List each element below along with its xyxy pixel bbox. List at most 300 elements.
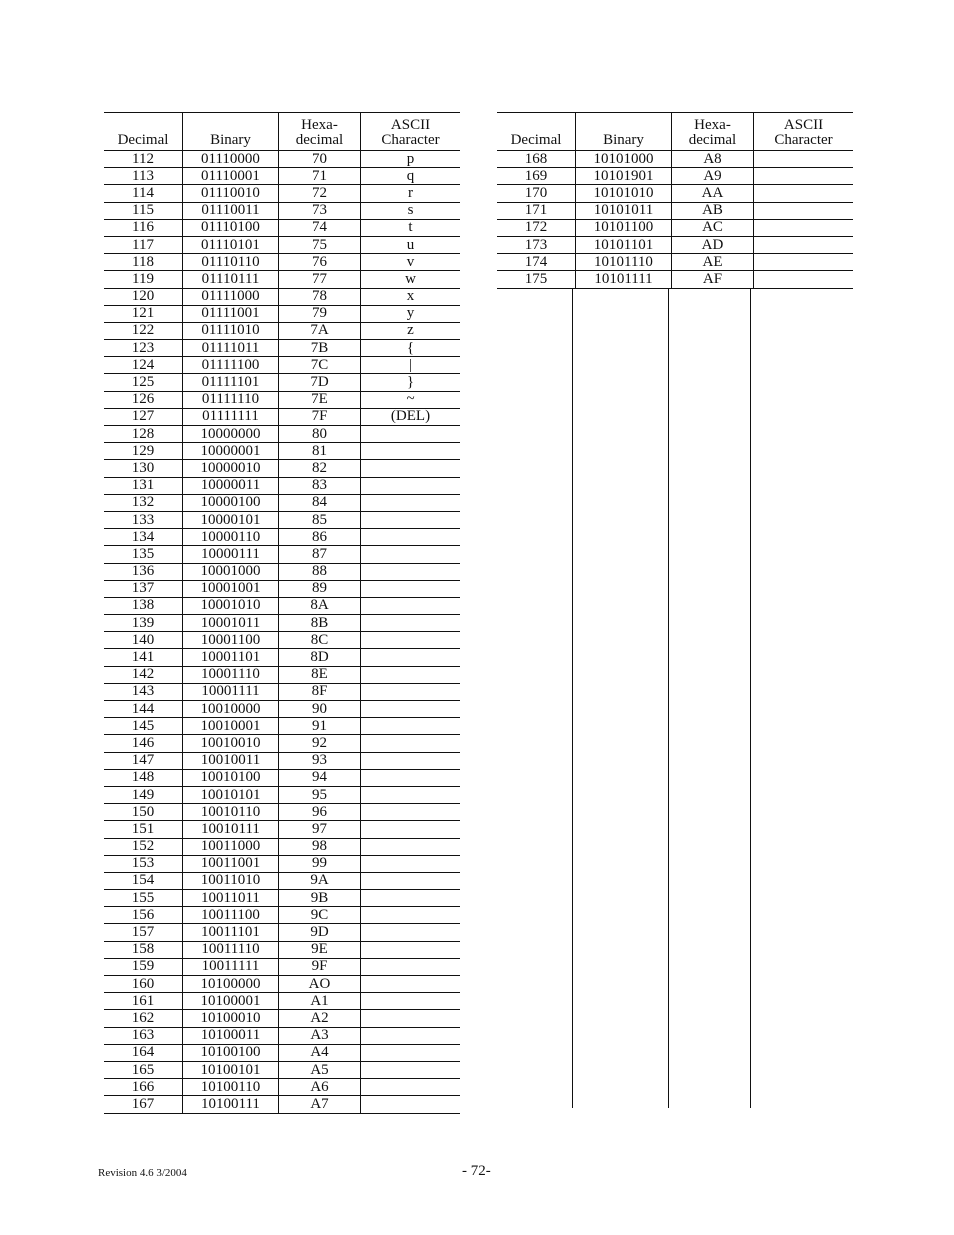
cell-hex: 7D [278, 374, 360, 390]
cell-binary: 10000101 [182, 512, 278, 528]
header-binary [575, 113, 671, 150]
cell-ascii [753, 168, 853, 184]
cell-ascii [360, 598, 460, 614]
cell-decimal: 126 [131, 391, 155, 408]
cell-decimal: 131 [131, 477, 155, 494]
cell-ascii [360, 632, 460, 648]
cell-decimal: 121 [131, 305, 155, 322]
table-row [104, 392, 460, 409]
cell-decimal: 130 [131, 459, 155, 476]
table-row [104, 753, 460, 770]
cell-binary: 10100001 [182, 993, 278, 1009]
table-row [497, 237, 853, 254]
cell-ascii [360, 443, 460, 459]
cell-binary: 10000110 [182, 529, 278, 545]
column-divider [750, 288, 751, 1108]
cell-ascii: ~ [360, 392, 460, 408]
cell-binary: 10011010 [182, 873, 278, 889]
cell-binary: 10010010 [182, 735, 278, 751]
cell-ascii [360, 873, 460, 889]
cell-binary: 01111010 [182, 323, 278, 339]
header-hex-line2: decimal [688, 132, 737, 148]
cell-hex: A1 [278, 993, 360, 1009]
cell-hex: 8E [278, 667, 360, 683]
header-hex-line1: Hexa- [694, 117, 731, 133]
cell-hex: 8C [278, 632, 360, 648]
cell-hex: 92 [278, 735, 360, 751]
cell-decimal: 158 [131, 941, 155, 958]
table-row [104, 478, 460, 495]
cell-hex: 94 [278, 770, 360, 786]
cell-ascii [360, 1028, 460, 1044]
header-hex-line1: Hexa- [301, 117, 338, 133]
table-row [104, 1010, 460, 1027]
header-decimal-text: Decimal [117, 132, 169, 148]
revision-label: Revision 4.6 3/2004 [98, 1167, 187, 1179]
cell-hex: 97 [278, 821, 360, 837]
cell-decimal: 150 [131, 803, 155, 820]
column-divider [668, 288, 669, 1108]
table-row [497, 185, 853, 202]
cell-binary: 01110010 [182, 185, 278, 201]
cell-ascii [360, 1096, 460, 1112]
cell-binary: 10011011 [182, 890, 278, 906]
table-row [497, 220, 853, 237]
table-row [497, 271, 853, 288]
column-divider [572, 288, 573, 1108]
cell-ascii [753, 237, 853, 253]
table-row [104, 357, 460, 374]
cell-decimal: 139 [131, 614, 155, 631]
header-ascii [360, 113, 460, 150]
cell-ascii [360, 478, 460, 494]
table-row [104, 185, 460, 202]
cell-binary: 10010111 [182, 821, 278, 837]
cell-hex: 70 [278, 151, 360, 167]
cell-decimal: 124 [131, 356, 155, 373]
cell-decimal: 165 [131, 1061, 155, 1078]
cell-hex: 9E [278, 942, 360, 958]
cell-hex: 79 [278, 306, 360, 322]
cell-decimal: 154 [131, 872, 155, 889]
cell-hex: 9C [278, 907, 360, 923]
cell-hex: 90 [278, 701, 360, 717]
cell-decimal: 140 [131, 631, 155, 648]
cell-hex: A4 [278, 1045, 360, 1061]
cell-decimal: 115 [132, 202, 154, 219]
cell-ascii: z [360, 323, 460, 339]
cell-hex: 8B [278, 615, 360, 631]
cell-binary: 10011110 [182, 942, 278, 958]
table-row [104, 718, 460, 735]
cell-decimal: 161 [131, 992, 155, 1009]
cell-binary: 01110001 [182, 168, 278, 184]
cell-binary: 01111000 [182, 289, 278, 305]
cell-decimal: 135 [131, 545, 155, 562]
cell-binary: 10101901 [575, 168, 671, 184]
cell-binary: 10100111 [182, 1096, 278, 1112]
table-row [104, 1028, 460, 1045]
cell-hex: AF [671, 271, 753, 287]
cell-binary: 01110100 [182, 220, 278, 236]
cell-binary: 10001001 [182, 581, 278, 597]
cell-hex: 89 [278, 581, 360, 597]
cell-binary: 10001000 [182, 564, 278, 580]
cell-binary: 10010110 [182, 804, 278, 820]
cell-hex: 93 [278, 753, 360, 769]
cell-hex: AC [671, 220, 753, 236]
cell-ascii: t [360, 220, 460, 236]
cell-binary: 01110000 [182, 151, 278, 167]
table-row [104, 151, 460, 168]
cell-decimal: 157 [131, 924, 155, 941]
cell-binary: 10000010 [182, 460, 278, 476]
cell-binary: 10011101 [182, 924, 278, 940]
cell-binary: 10101101 [575, 237, 671, 253]
cell-ascii [360, 1045, 460, 1061]
cell-ascii [753, 185, 853, 201]
cell-ascii [360, 976, 460, 992]
cell-decimal: 125 [131, 374, 155, 391]
header-hexadecimal [671, 113, 753, 150]
cell-ascii [360, 924, 460, 940]
cell-hex: AE [671, 254, 753, 270]
cell-binary: 01110111 [182, 271, 278, 287]
table-row [104, 1045, 460, 1062]
cell-binary: 10100010 [182, 1010, 278, 1026]
cell-ascii [360, 1079, 460, 1095]
cell-ascii [360, 512, 460, 528]
cell-hex: 9A [278, 873, 360, 889]
cell-ascii: { [360, 340, 460, 356]
cell-binary: 10001010 [182, 598, 278, 614]
ascii-table-right [497, 112, 853, 289]
cell-decimal: 155 [131, 889, 155, 906]
cell-binary: 01110110 [182, 254, 278, 270]
cell-decimal: 133 [131, 511, 155, 528]
cell-ascii [360, 684, 460, 700]
cell-decimal: 116 [132, 219, 154, 236]
cell-decimal: 171 [524, 202, 548, 219]
cell-hex: 98 [278, 839, 360, 855]
cell-hex: AB [671, 203, 753, 219]
table-row [497, 203, 853, 220]
cell-hex: 7E [278, 392, 360, 408]
cell-decimal: 173 [524, 236, 548, 253]
table-row [104, 1096, 460, 1113]
table-row [104, 770, 460, 787]
table-row [104, 254, 460, 271]
cell-binary: 10010000 [182, 701, 278, 717]
cell-binary: 10101100 [575, 220, 671, 236]
cell-binary: 01111110 [182, 392, 278, 408]
cell-decimal: 152 [131, 838, 155, 855]
cell-binary: 10100110 [182, 1079, 278, 1095]
cell-ascii [360, 804, 460, 820]
cell-hex: A3 [278, 1028, 360, 1044]
cell-binary: 01110011 [182, 203, 278, 219]
cell-decimal: 127 [131, 408, 155, 425]
ascii-table-left [104, 112, 460, 1114]
cell-hex: 78 [278, 289, 360, 305]
table-header [497, 112, 853, 151]
cell-binary: 10100101 [182, 1062, 278, 1078]
cell-ascii: y [360, 306, 460, 322]
cell-binary: 01111101 [182, 374, 278, 390]
cell-binary: 01111111 [182, 409, 278, 425]
cell-decimal: 168 [524, 150, 548, 167]
cell-hex: A2 [278, 1010, 360, 1026]
cell-ascii [360, 787, 460, 803]
cell-decimal: 137 [131, 580, 155, 597]
table-row [497, 168, 853, 185]
table-row [104, 993, 460, 1010]
cell-decimal: 148 [131, 769, 155, 786]
cell-ascii [753, 254, 853, 270]
cell-ascii [360, 649, 460, 665]
table-row [104, 701, 460, 718]
table-row [104, 1079, 460, 1096]
cell-decimal: 117 [132, 236, 154, 253]
cell-decimal: 153 [131, 855, 155, 872]
cell-decimal: 132 [131, 494, 155, 511]
cell-ascii [360, 839, 460, 855]
table-row [104, 735, 460, 752]
cell-decimal: 166 [131, 1078, 155, 1095]
cell-hex: 8F [278, 684, 360, 700]
cell-decimal: 156 [131, 906, 155, 923]
cell-hex: 81 [278, 443, 360, 459]
cell-ascii [360, 546, 460, 562]
cell-decimal: 128 [131, 425, 155, 442]
cell-hex: 83 [278, 478, 360, 494]
table-row [104, 684, 460, 701]
cell-ascii [360, 581, 460, 597]
cell-binary: 10101111 [575, 271, 671, 287]
cell-hex: 75 [278, 237, 360, 253]
cell-ascii: q [360, 168, 460, 184]
cell-hex: 9B [278, 890, 360, 906]
cell-ascii [360, 753, 460, 769]
table-row [104, 615, 460, 632]
cell-decimal: 142 [131, 666, 155, 683]
cell-decimal: 163 [131, 1027, 155, 1044]
cell-ascii [753, 271, 853, 287]
table-row [104, 942, 460, 959]
table-row [104, 581, 460, 598]
cell-binary: 10010011 [182, 753, 278, 769]
cell-decimal: 123 [131, 339, 155, 356]
cell-binary: 01111100 [182, 357, 278, 373]
table-row [497, 151, 853, 168]
cell-hex: 9D [278, 924, 360, 940]
table-row [104, 409, 460, 426]
table-row [104, 546, 460, 563]
table-row [104, 924, 460, 941]
cell-ascii [360, 993, 460, 1009]
table-row [104, 220, 460, 237]
table-row [104, 907, 460, 924]
cell-decimal: 145 [131, 717, 155, 734]
cell-ascii [360, 821, 460, 837]
table-row [104, 460, 460, 477]
header-decimal [497, 113, 575, 150]
cell-hex: 7F [278, 409, 360, 425]
table-row [104, 426, 460, 443]
cell-hex: 76 [278, 254, 360, 270]
header-ascii-line2: Character [381, 132, 440, 148]
cell-ascii [360, 529, 460, 545]
cell-hex: AA [671, 185, 753, 201]
cell-binary: 10100100 [182, 1045, 278, 1061]
table-row [104, 529, 460, 546]
cell-hex: 80 [278, 426, 360, 442]
table-row [104, 374, 460, 391]
cell-hex: 88 [278, 564, 360, 580]
cell-hex: A5 [278, 1062, 360, 1078]
cell-decimal: 146 [131, 734, 155, 751]
table-row [104, 271, 460, 288]
cell-hex: 8D [278, 649, 360, 665]
cell-ascii [753, 220, 853, 236]
cell-hex: A6 [278, 1079, 360, 1095]
cell-binary: 10010001 [182, 718, 278, 734]
cell-decimal: 162 [131, 1009, 155, 1026]
cell-ascii [360, 942, 460, 958]
cell-hex: 77 [278, 271, 360, 287]
cell-binary: 10000011 [182, 478, 278, 494]
cell-ascii [360, 701, 460, 717]
cell-decimal: 122 [131, 322, 155, 339]
cell-hex: 82 [278, 460, 360, 476]
header-decimal [104, 113, 182, 150]
cell-hex: 73 [278, 203, 360, 219]
cell-hex: 91 [278, 718, 360, 734]
cell-decimal: 170 [524, 184, 548, 201]
cell-ascii [360, 495, 460, 511]
cell-binary: 10011000 [182, 839, 278, 855]
cell-hex: 8A [278, 598, 360, 614]
cell-hex: 71 [278, 168, 360, 184]
table-body [497, 151, 853, 289]
cell-ascii [360, 718, 460, 734]
cell-ascii: s [360, 203, 460, 219]
table-row [104, 804, 460, 821]
cell-decimal: 138 [131, 597, 155, 614]
cell-ascii [360, 1062, 460, 1078]
table-row [104, 649, 460, 666]
header-hexadecimal [278, 113, 360, 150]
header-ascii [753, 113, 853, 150]
table-row [104, 168, 460, 185]
cell-hex: 85 [278, 512, 360, 528]
cell-decimal: 136 [131, 563, 155, 580]
cell-ascii [360, 426, 460, 442]
cell-ascii: | [360, 357, 460, 373]
page-number: - 72- [462, 1163, 491, 1179]
table-row [104, 598, 460, 615]
cell-decimal: 112 [132, 150, 154, 167]
cell-binary: 10010101 [182, 787, 278, 803]
header-ascii-line2: Character [774, 132, 833, 148]
cell-hex: AD [671, 237, 753, 253]
table-row [104, 856, 460, 873]
cell-ascii [360, 907, 460, 923]
cell-ascii [360, 615, 460, 631]
table-row [104, 237, 460, 254]
table-row [104, 340, 460, 357]
cell-decimal: 172 [524, 219, 548, 236]
cell-hex: A7 [278, 1096, 360, 1112]
header-hex-line2: decimal [295, 132, 344, 148]
cell-binary: 10001101 [182, 649, 278, 665]
table-row [104, 959, 460, 976]
cell-binary: 10001110 [182, 667, 278, 683]
table-row [104, 443, 460, 460]
cell-decimal: 164 [131, 1044, 155, 1061]
cell-decimal: 141 [131, 649, 155, 666]
cell-binary: 10100000 [182, 976, 278, 992]
cell-decimal: 147 [131, 752, 155, 769]
cell-ascii [753, 203, 853, 219]
table-row [104, 787, 460, 804]
cell-binary: 10000001 [182, 443, 278, 459]
cell-decimal: 175 [524, 270, 548, 287]
cell-ascii: r [360, 185, 460, 201]
cell-decimal: 167 [131, 1095, 155, 1112]
cell-decimal: 149 [131, 786, 155, 803]
header-decimal-text: Decimal [510, 132, 562, 148]
cell-binary: 10001011 [182, 615, 278, 631]
cell-ascii [360, 959, 460, 975]
table-row [104, 976, 460, 993]
cell-decimal: 114 [132, 184, 154, 201]
cell-hex: 95 [278, 787, 360, 803]
table-row [104, 873, 460, 890]
cell-binary: 10001111 [182, 684, 278, 700]
table-row [104, 632, 460, 649]
table-row [104, 323, 460, 340]
cell-hex: 96 [278, 804, 360, 820]
cell-binary: 01111011 [182, 340, 278, 356]
cell-decimal: 119 [132, 270, 154, 287]
cell-hex: 84 [278, 495, 360, 511]
table-row [497, 254, 853, 271]
cell-ascii [360, 890, 460, 906]
cell-decimal: 120 [131, 288, 155, 305]
cell-binary: 10101000 [575, 151, 671, 167]
table-row [104, 203, 460, 220]
table-row [104, 495, 460, 512]
cell-decimal: 113 [132, 167, 154, 184]
cell-decimal: 169 [524, 167, 548, 184]
cell-hex: 9F [278, 959, 360, 975]
cell-binary: 10101010 [575, 185, 671, 201]
cell-binary: 10101011 [575, 203, 671, 219]
cell-ascii [753, 151, 853, 167]
header-binary [182, 113, 278, 150]
table-row [104, 667, 460, 684]
header-binary-text: Binary [210, 132, 251, 148]
cell-decimal: 160 [131, 975, 155, 992]
cell-hex: 72 [278, 185, 360, 201]
cell-binary: 10100011 [182, 1028, 278, 1044]
cell-binary: 10101110 [575, 254, 671, 270]
cell-ascii [360, 770, 460, 786]
cell-hex: A8 [671, 151, 753, 167]
cell-decimal: 174 [524, 253, 548, 270]
cell-ascii [360, 1010, 460, 1026]
